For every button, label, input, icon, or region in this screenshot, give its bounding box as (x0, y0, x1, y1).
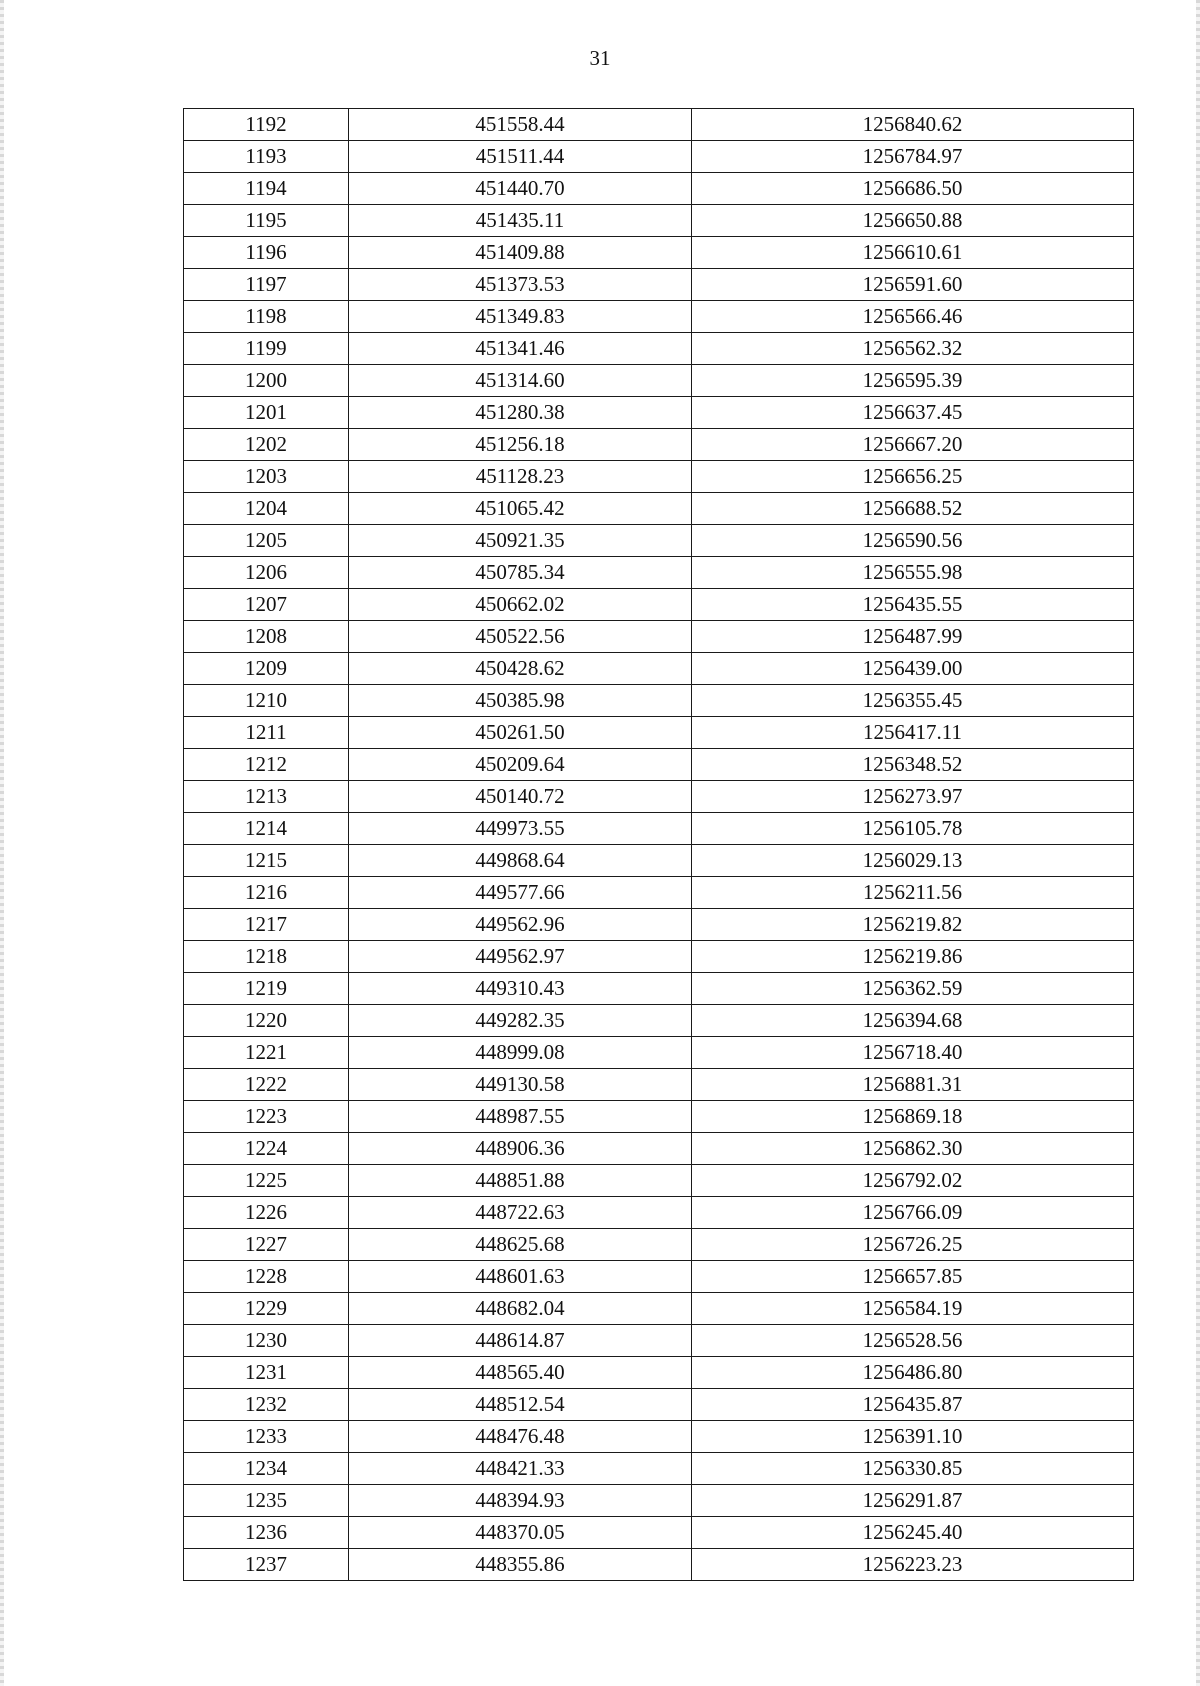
point-number-cell: 1215 (184, 845, 349, 877)
y-coordinate-cell: 1256590.56 (692, 525, 1134, 557)
y-coordinate-cell: 1256726.25 (692, 1229, 1134, 1261)
y-coordinate-cell: 1256657.85 (692, 1261, 1134, 1293)
x-coordinate-cell: 449577.66 (349, 877, 692, 909)
x-coordinate-cell: 448682.04 (349, 1293, 692, 1325)
point-number-cell: 1204 (184, 493, 349, 525)
point-number-cell: 1193 (184, 141, 349, 173)
x-coordinate-cell: 451435.11 (349, 205, 692, 237)
point-number-cell: 1209 (184, 653, 349, 685)
x-coordinate-cell: 448987.55 (349, 1101, 692, 1133)
y-coordinate-cell: 1256862.30 (692, 1133, 1134, 1165)
x-coordinate-cell: 451373.53 (349, 269, 692, 301)
table-row (184, 589, 1134, 621)
table-row (184, 877, 1134, 909)
point-number-cell: 1216 (184, 877, 349, 909)
point-number-cell: 1200 (184, 365, 349, 397)
y-coordinate-cell: 1256667.20 (692, 429, 1134, 461)
y-coordinate-cell: 1256840.62 (692, 109, 1134, 141)
table-row (184, 1325, 1134, 1357)
table-row (184, 1005, 1134, 1037)
y-coordinate-cell: 1256656.25 (692, 461, 1134, 493)
point-number-cell: 1195 (184, 205, 349, 237)
table-row (184, 1229, 1134, 1261)
y-coordinate-cell: 1256362.59 (692, 973, 1134, 1005)
table-row (184, 237, 1134, 269)
x-coordinate-cell: 450261.50 (349, 717, 692, 749)
y-coordinate-cell: 1256566.46 (692, 301, 1134, 333)
y-coordinate-cell: 1256391.10 (692, 1421, 1134, 1453)
point-number-cell: 1197 (184, 269, 349, 301)
x-coordinate-cell: 451349.83 (349, 301, 692, 333)
table-row (184, 1133, 1134, 1165)
y-coordinate-cell: 1256417.11 (692, 717, 1134, 749)
table-row (184, 1389, 1134, 1421)
x-coordinate-cell: 451440.70 (349, 173, 692, 205)
table-row (184, 1261, 1134, 1293)
y-coordinate-cell: 1256591.60 (692, 269, 1134, 301)
table-row (184, 1549, 1134, 1581)
table-row (184, 1453, 1134, 1485)
x-coordinate-cell: 451558.44 (349, 109, 692, 141)
point-number-cell: 1202 (184, 429, 349, 461)
y-coordinate-cell: 1256792.02 (692, 1165, 1134, 1197)
x-coordinate-cell: 449973.55 (349, 813, 692, 845)
point-number-cell: 1205 (184, 525, 349, 557)
point-number-cell: 1211 (184, 717, 349, 749)
x-coordinate-cell: 451128.23 (349, 461, 692, 493)
point-number-cell: 1218 (184, 941, 349, 973)
y-coordinate-cell: 1256439.00 (692, 653, 1134, 685)
table-row (184, 397, 1134, 429)
point-number-cell: 1222 (184, 1069, 349, 1101)
point-number-cell: 1232 (184, 1389, 349, 1421)
point-number-cell: 1224 (184, 1133, 349, 1165)
x-coordinate-cell: 450209.64 (349, 749, 692, 781)
point-number-cell: 1203 (184, 461, 349, 493)
coordinates-table-body (184, 109, 1134, 1581)
table-row (184, 557, 1134, 589)
x-coordinate-cell: 448476.48 (349, 1421, 692, 1453)
point-number-cell: 1198 (184, 301, 349, 333)
point-number-cell: 1214 (184, 813, 349, 845)
y-coordinate-cell: 1256595.39 (692, 365, 1134, 397)
page-number: 31 (589, 46, 611, 70)
point-number-cell: 1220 (184, 1005, 349, 1037)
table-row (184, 205, 1134, 237)
y-coordinate-cell: 1256291.87 (692, 1485, 1134, 1517)
point-number-cell: 1208 (184, 621, 349, 653)
y-coordinate-cell: 1256273.97 (692, 781, 1134, 813)
table-row (184, 941, 1134, 973)
x-coordinate-cell: 448625.68 (349, 1229, 692, 1261)
y-coordinate-cell: 1256435.55 (692, 589, 1134, 621)
x-coordinate-cell: 450428.62 (349, 653, 692, 685)
x-coordinate-cell: 451314.60 (349, 365, 692, 397)
y-coordinate-cell: 1256330.85 (692, 1453, 1134, 1485)
y-coordinate-cell: 1256869.18 (692, 1101, 1134, 1133)
y-coordinate-cell: 1256211.56 (692, 877, 1134, 909)
table-row (184, 525, 1134, 557)
x-coordinate-cell: 448512.54 (349, 1389, 692, 1421)
point-number-cell: 1237 (184, 1549, 349, 1581)
y-coordinate-cell: 1256105.78 (692, 813, 1134, 845)
point-number-cell: 1227 (184, 1229, 349, 1261)
table-row (184, 365, 1134, 397)
table-row (184, 653, 1134, 685)
table-row (184, 1485, 1134, 1517)
x-coordinate-cell: 451065.42 (349, 493, 692, 525)
table-row (184, 141, 1134, 173)
y-coordinate-cell: 1256245.40 (692, 1517, 1134, 1549)
y-coordinate-cell: 1256686.50 (692, 173, 1134, 205)
table-row (184, 301, 1134, 333)
table-row (184, 493, 1134, 525)
table-row (184, 1197, 1134, 1229)
y-coordinate-cell: 1256637.45 (692, 397, 1134, 429)
y-coordinate-cell: 1256555.98 (692, 557, 1134, 589)
y-coordinate-cell: 1256766.09 (692, 1197, 1134, 1229)
y-coordinate-cell: 1256435.87 (692, 1389, 1134, 1421)
point-number-cell: 1212 (184, 749, 349, 781)
table-row (184, 269, 1134, 301)
y-coordinate-cell: 1256881.31 (692, 1069, 1134, 1101)
coordinates-table (183, 108, 1134, 1581)
point-number-cell: 1201 (184, 397, 349, 429)
table-row (184, 749, 1134, 781)
x-coordinate-cell: 448601.63 (349, 1261, 692, 1293)
table-row (184, 1069, 1134, 1101)
table-row (184, 1421, 1134, 1453)
point-number-cell: 1228 (184, 1261, 349, 1293)
table-row (184, 781, 1134, 813)
x-coordinate-cell: 448851.88 (349, 1165, 692, 1197)
x-coordinate-cell: 449130.58 (349, 1069, 692, 1101)
table-row (184, 1293, 1134, 1325)
y-coordinate-cell: 1256650.88 (692, 205, 1134, 237)
table-row (184, 909, 1134, 941)
table-row (184, 845, 1134, 877)
x-coordinate-cell: 450662.02 (349, 589, 692, 621)
x-coordinate-cell: 450140.72 (349, 781, 692, 813)
x-coordinate-cell: 448999.08 (349, 1037, 692, 1069)
x-coordinate-cell: 448906.36 (349, 1133, 692, 1165)
table-row (184, 461, 1134, 493)
table-row (184, 813, 1134, 845)
point-number-cell: 1221 (184, 1037, 349, 1069)
y-coordinate-cell: 1256394.68 (692, 1005, 1134, 1037)
table-row (184, 1101, 1134, 1133)
table-row (184, 109, 1134, 141)
y-coordinate-cell: 1256487.99 (692, 621, 1134, 653)
y-coordinate-cell: 1256219.86 (692, 941, 1134, 973)
scan-edge-right (1196, 0, 1200, 1686)
x-coordinate-cell: 451280.38 (349, 397, 692, 429)
x-coordinate-cell: 451511.44 (349, 141, 692, 173)
y-coordinate-cell: 1256348.52 (692, 749, 1134, 781)
y-coordinate-cell: 1256528.56 (692, 1325, 1134, 1357)
table-row (184, 173, 1134, 205)
point-number-cell: 1196 (184, 237, 349, 269)
y-coordinate-cell: 1256584.19 (692, 1293, 1134, 1325)
x-coordinate-cell: 450385.98 (349, 685, 692, 717)
point-number-cell: 1230 (184, 1325, 349, 1357)
point-number-cell: 1223 (184, 1101, 349, 1133)
point-number-cell: 1225 (184, 1165, 349, 1197)
y-coordinate-cell: 1256355.45 (692, 685, 1134, 717)
y-coordinate-cell: 1256219.82 (692, 909, 1134, 941)
x-coordinate-cell: 448722.63 (349, 1197, 692, 1229)
x-coordinate-cell: 449868.64 (349, 845, 692, 877)
point-number-cell: 1207 (184, 589, 349, 621)
x-coordinate-cell: 451409.88 (349, 237, 692, 269)
point-number-cell: 1233 (184, 1421, 349, 1453)
point-number-cell: 1213 (184, 781, 349, 813)
x-coordinate-cell: 448370.05 (349, 1517, 692, 1549)
x-coordinate-cell: 451341.46 (349, 333, 692, 365)
point-number-cell: 1192 (184, 109, 349, 141)
table-row (184, 1517, 1134, 1549)
y-coordinate-cell: 1256223.23 (692, 1549, 1134, 1581)
table-row (184, 685, 1134, 717)
x-coordinate-cell: 449282.35 (349, 1005, 692, 1037)
x-coordinate-cell: 450785.34 (349, 557, 692, 589)
y-coordinate-cell: 1256784.97 (692, 141, 1134, 173)
table-row (184, 973, 1134, 1005)
y-coordinate-cell: 1256486.80 (692, 1357, 1134, 1389)
x-coordinate-cell: 451256.18 (349, 429, 692, 461)
point-number-cell: 1199 (184, 333, 349, 365)
table-row (184, 1357, 1134, 1389)
x-coordinate-cell: 449562.97 (349, 941, 692, 973)
x-coordinate-cell: 448421.33 (349, 1453, 692, 1485)
y-coordinate-cell: 1256029.13 (692, 845, 1134, 877)
x-coordinate-cell: 448614.87 (349, 1325, 692, 1357)
point-number-cell: 1235 (184, 1485, 349, 1517)
y-coordinate-cell: 1256718.40 (692, 1037, 1134, 1069)
table-row (184, 717, 1134, 749)
point-number-cell: 1234 (184, 1453, 349, 1485)
table-row (184, 1165, 1134, 1197)
point-number-cell: 1236 (184, 1517, 349, 1549)
table-row (184, 429, 1134, 461)
table-row (184, 621, 1134, 653)
point-number-cell: 1194 (184, 173, 349, 205)
y-coordinate-cell: 1256610.61 (692, 237, 1134, 269)
point-number-cell: 1206 (184, 557, 349, 589)
table-row (184, 333, 1134, 365)
x-coordinate-cell: 448394.93 (349, 1485, 692, 1517)
point-number-cell: 1226 (184, 1197, 349, 1229)
point-number-cell: 1229 (184, 1293, 349, 1325)
table-row (184, 1037, 1134, 1069)
y-coordinate-cell: 1256688.52 (692, 493, 1134, 525)
x-coordinate-cell: 449310.43 (349, 973, 692, 1005)
point-number-cell: 1210 (184, 685, 349, 717)
scan-edge-left (0, 0, 4, 1686)
point-number-cell: 1219 (184, 973, 349, 1005)
x-coordinate-cell: 449562.96 (349, 909, 692, 941)
x-coordinate-cell: 448355.86 (349, 1549, 692, 1581)
point-number-cell: 1231 (184, 1357, 349, 1389)
y-coordinate-cell: 1256562.32 (692, 333, 1134, 365)
x-coordinate-cell: 448565.40 (349, 1357, 692, 1389)
point-number-cell: 1217 (184, 909, 349, 941)
x-coordinate-cell: 450522.56 (349, 621, 692, 653)
x-coordinate-cell: 450921.35 (349, 525, 692, 557)
